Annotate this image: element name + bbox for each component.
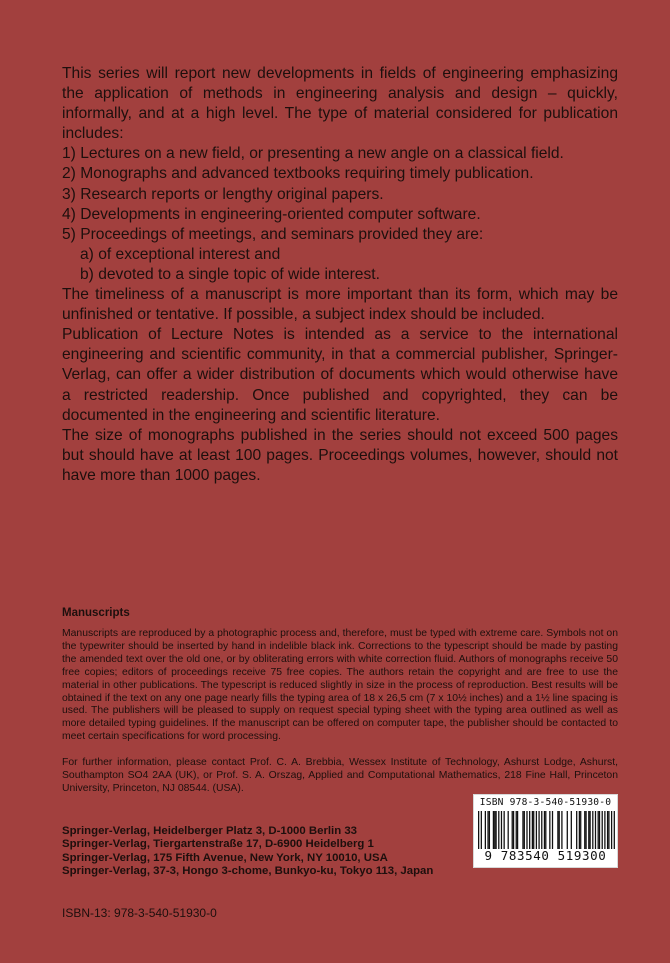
barcode-bar xyxy=(584,811,585,849)
barcode-bar xyxy=(493,811,494,849)
barcode-bar xyxy=(571,811,572,849)
barcode-bar xyxy=(611,811,612,849)
barcode-bar xyxy=(489,811,490,849)
manuscripts-body: Manuscripts are reproduced by a photographic process and, therefore, must be typed with extreme care. Symbols not on the typewriter should be inserted by hand in indelible black ink. Corrections to the typescript should be made by pasting the amended text over the old one, or by obliterating errors with white correction fluid. Authors of monographs receive 50 free copies; editors of proceedings receive 75 free copies. The authors retain the copyright and are free to use the material in other publications. The typescript is reduced slightly in size in the process of reproduction. Best results will be obtained if the text on any one page nearly fills the typing area of 18 x 26,5 cm (7 x 10½ inches) and a 1½ line spacing is used. The publishers will be pleased to supply on request special typing sheet with the typing area outlined as well as more detailed typing guidelines. If the manuscript can be offered on computer tape, the publisher should be contacted to meet certain specifications for word processing. xyxy=(62,628,618,743)
barcode-bar xyxy=(544,811,545,849)
barcode-bar xyxy=(541,811,542,849)
barcode-bar xyxy=(561,811,562,849)
barcode-isbn-label: ISBN 978-3-540-51930-0 xyxy=(479,797,612,808)
barcode-bar xyxy=(494,811,495,849)
barcode-bar xyxy=(589,811,590,849)
barcode-bar xyxy=(614,811,615,849)
barcode-bar xyxy=(588,811,589,849)
barcode-bar xyxy=(576,811,577,849)
barcode-bar xyxy=(478,811,479,849)
barcode-bar xyxy=(513,811,514,849)
publisher-addresses xyxy=(62,825,433,878)
barcode-bar xyxy=(552,811,553,849)
barcode-bar xyxy=(579,811,580,849)
isbn-13: ISBN-13: 978-3-540-51930-0 xyxy=(62,906,217,920)
barcode-bar xyxy=(599,811,600,849)
series-description xyxy=(62,64,618,486)
sub-list-item: b) devoted to a single topic of wide interest. xyxy=(80,265,380,283)
barcode-bar xyxy=(538,811,539,849)
barcode-bar xyxy=(526,811,527,849)
barcode-bar xyxy=(504,811,505,849)
size-paragraph: The size of monographs published in the series should not exceed 500 pages but should have at least 100 pages. Proceedings volumes, however, should not have more than 1000 pages. xyxy=(62,426,618,484)
barcode-bar xyxy=(485,811,486,849)
barcode-bar xyxy=(595,811,596,849)
barcode-bar xyxy=(608,811,609,849)
barcode-bar xyxy=(501,811,502,849)
barcode-bar xyxy=(529,811,530,849)
barcode-bar xyxy=(592,811,593,849)
barcode-bars xyxy=(478,811,615,849)
list-item: 5) Proceedings of meetings, and seminars provided they are: xyxy=(62,225,484,243)
barcode-bar xyxy=(533,811,534,849)
barcode-bar xyxy=(536,811,537,849)
barcode-bar xyxy=(516,811,517,849)
list-item: 4) Developments in engineering-oriented computer software. xyxy=(62,205,481,223)
barcode-bar xyxy=(598,811,599,849)
barcode-bar xyxy=(580,811,581,849)
barcode-bar xyxy=(508,811,509,849)
barcode-bar xyxy=(495,811,496,849)
isbn-barcode xyxy=(473,794,618,868)
barcode-bar xyxy=(481,811,482,849)
barcode-bar xyxy=(512,811,513,849)
sub-list-item: a) of exceptional interest and xyxy=(80,245,281,263)
manuscripts-heading: Manuscripts xyxy=(62,607,130,619)
barcode-bar xyxy=(557,811,558,849)
barcode-bar xyxy=(532,811,533,849)
list-item: 1) Lectures on a new field, or presenting a new angle on a classical field. xyxy=(62,145,564,163)
barcode-bar xyxy=(604,811,605,849)
contact-paragraph: For further information, please contact Prof. C. A. Brebbia, Wessex Institute of Technology, Ashurst Lodge, Ashurst, Southampton SO4 2AA (UK), or Prof. S. A. Orszag, Applied and Computational Mathematics, 218 Fine Hall, Princeton University, Princeton, NJ 08544. (USA). xyxy=(62,757,618,794)
barcode-bar xyxy=(607,811,608,849)
address-line: Springer-Verlag, Heidelberger Platz 3, D-1000 Berlin 33 xyxy=(62,825,358,837)
list-item: 2) Monographs and advanced textbooks requiring timely publication. xyxy=(62,165,534,183)
barcode-bar xyxy=(602,811,603,849)
publication-paragraph: Publication of Lecture Notes is intended as a service to the international engineering and scientific community, in that a commercial publisher, Springer-Verlag, can offer a wider distribution of documents which would otherwise have a restricted readership. Once published and copyrighted, they can be documented in the engineering and scientific literature. xyxy=(62,326,618,424)
barcode-bar xyxy=(567,811,568,849)
barcode-bar xyxy=(498,811,499,849)
address-line: Springer-Verlag, 37-3, Hongo 3-chome, Bunkyo-ku, Tokyo 113, Japan xyxy=(62,864,434,877)
barcode-bar xyxy=(585,811,586,849)
barcode-bar xyxy=(517,811,518,849)
barcode-bar xyxy=(524,811,525,849)
barcode-bar xyxy=(549,811,550,849)
barcode-bar xyxy=(545,811,546,849)
address-line: Springer-Verlag, 175 Fifth Avenue, New York, NY 10010, USA xyxy=(62,851,388,864)
barcode-bar xyxy=(487,811,488,849)
timeliness-paragraph: The timeliness of a manuscript is more important than its form, which may be unfinished or tentative. If possible, a subject index should be included. xyxy=(62,286,618,324)
address-line: Springer-Verlag, Tiergartenstraße 17, D-6900 Heidelberg 1 xyxy=(62,838,374,851)
list-item: 3) Research reports or lengthy original papers. xyxy=(62,185,384,203)
intro-paragraph: This series will report new developments in fields of engineering emphasizing the application of methods in engineering analysis and design – quickly, informally, and at a high level. The type of material considered for publication includes: xyxy=(62,65,618,143)
barcode-digits: 9 783540 519300 xyxy=(484,848,607,863)
barcode-bar xyxy=(559,811,560,849)
barcode-bar xyxy=(522,811,523,849)
